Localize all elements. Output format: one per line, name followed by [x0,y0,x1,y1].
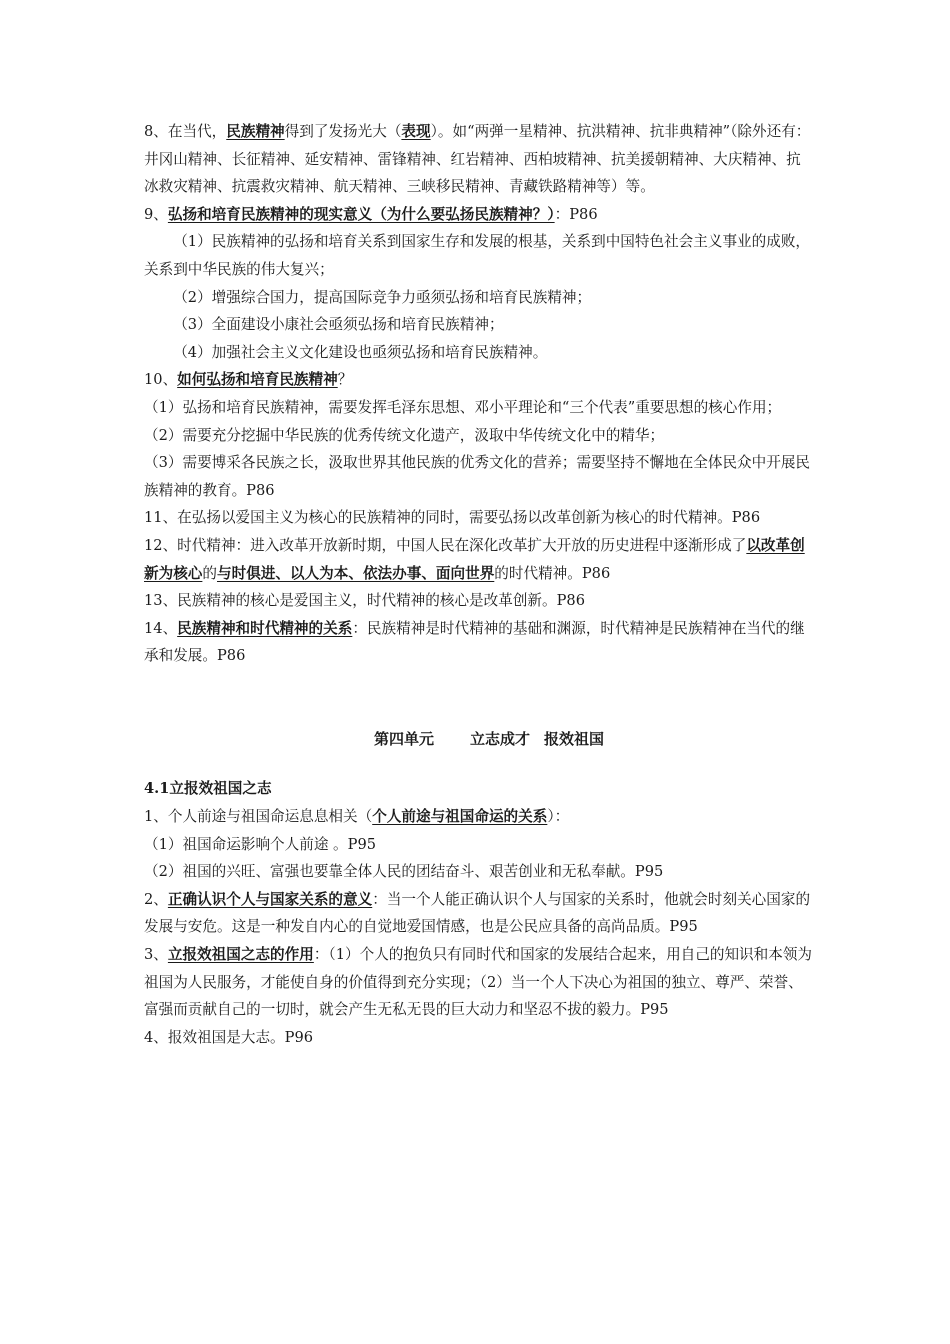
question-heading: 个人前途与祖国命运的关系 [372,808,548,826]
unit-title [144,726,814,754]
text: 得到了发扬光大（ [284,123,402,140]
item-number: 14、 [144,619,178,637]
text: ：（1）个人的抱负只有同时代和国家的发展结合起来，用自己的知识和本领为祖国为人民服务，才能使自身的价值得到充分实现；（2）当一个人下决心为祖国的独立、尊严、荣誉、富强而贡献自己的一切时，就会产生无私无畏的巨大动力和坚忍不拔的毅力。P95 [144,946,813,1019]
text: 的时代精神。P86 [494,564,611,582]
paragraph-10-point-3: （3）需要博采各民族之长，汲取世界其他民族的优秀文化的营养；需要坚持不懈地在全体民众中开展民族精神的教育。P86 [144,454,811,499]
key-term: 以改革创新为核心 [144,536,805,582]
item-number: 9、 [144,205,168,223]
section-point-1-sub-1: （1）祖国命运影响个人前途 。P95 [144,835,377,853]
section-point-1 [144,803,814,831]
paragraph-10-point-1: （1）弘扬和培育民族精神，需要发挥毛泽东思想、邓小平理论和“三个代表”重要思想的核心作用； [144,398,782,416]
item-number: 3、 [144,946,168,964]
section-heading: 4.1立报效祖国之志 [144,780,272,798]
paragraph-9-point-3: （3）全面建设小康社会亟须弘扬和培育民族精神； [173,316,504,334]
paragraph-8 [144,118,814,201]
paragraph-14 [144,615,814,670]
text: ？ [337,371,353,389]
key-term: 与时俱进、以人为本、依法办事、面向世界 [217,564,495,582]
text: 8、在当代， [144,123,227,140]
question-heading: 弘扬和培育民族精神的现实意义（为什么要弘扬民族精神？） [167,205,555,223]
question-heading: 正确认识个人与国家关系的意义 [167,890,373,908]
unit-number: 第四单元 [373,729,434,748]
section-point-3 [144,941,814,1024]
key-term: 民族精神 [226,123,285,140]
text: ）： [547,808,570,826]
text: 的 [202,564,217,582]
paragraph-10-point-2: （2）需要充分挖掘中华民族的优秀传统文化遗产，汲取中华传统文化中的精华； [144,426,665,444]
document-body [144,118,814,1051]
section-point-4: 4、报效祖国是大志。P96 [144,1028,314,1046]
paragraph-12 [144,532,814,587]
question-heading: 民族精神和时代精神的关系 [177,619,353,637]
paragraph-9 [144,201,814,229]
spacer [144,753,814,775]
question-heading: 如何弘扬和培育民族精神 [177,371,338,389]
text: ）。如“两弹一星精神、抗洪精神、抗非典精神”（除外还有：井冈山精神、长征精神、延安精神、雷锋精神、红岩精神、西柏坡精神、抗美援朝精神、大庆精神、抗冰救灾精神、抗震救灾精神、航天精神、三峡移民精神、青藏铁路精神等）等。 [144,123,811,196]
paragraph-9-point-4: （4）加强社会主义文化建设也亟须弘扬和培育民族精神。 [173,343,548,361]
text: ：民族精神是时代精神的基础和渊源，时代精神是民族精神在当代的继承和发展。P86 [144,619,805,665]
paragraph-13: 13、民族精神的核心是爱国主义，时代精神的核心是改革创新。P86 [144,592,585,610]
key-term: 表现 [401,123,431,140]
paragraph-9-point-2: （2）增强综合国力，提高国际竞争力亟须弘扬和培育民族精神； [173,288,592,306]
text: ：P86 [554,205,598,223]
item-number: 10、 [144,371,178,389]
text: 1、个人前途与祖国命运息息相关（ [144,808,373,826]
question-heading: 立报效祖国之志的作用 [167,946,314,964]
unit-title-part: 报效祖国 [544,729,605,748]
paragraph-9-point-1: （1）民族精神的弘扬和培育关系到国家生存和发展的根基，关系到中国特色社会主义事业的成败，关系到中华民族的伟大复兴； [144,233,811,278]
section-point-2 [144,886,814,941]
paragraph-11: 11、在弘扬以爱国主义为核心的民族精神的同时，需要弘扬以改革创新为核心的时代精神。P86 [144,509,761,527]
text: 12、时代精神：进入改革开放新时期，中国人民在深化改革扩大开放的历史进程中逐渐形成了 [144,536,747,554]
item-number: 2、 [144,890,168,908]
unit-title-part: 立志成才 [469,729,530,748]
paragraph-10 [144,366,814,394]
text: ：当一个人能正确认识个人与国家的关系时，他就会时刻关心国家的发展与安危。这是一种发自内心的自觉地爱国情感，也是公民应具备的高尚品质。P95 [144,890,811,936]
section-point-1-sub-2: （2）祖国的兴旺、富强也要靠全体人民的团结奋斗、艰苦创业和无私奉献。P95 [144,863,664,881]
spacer [144,670,814,726]
